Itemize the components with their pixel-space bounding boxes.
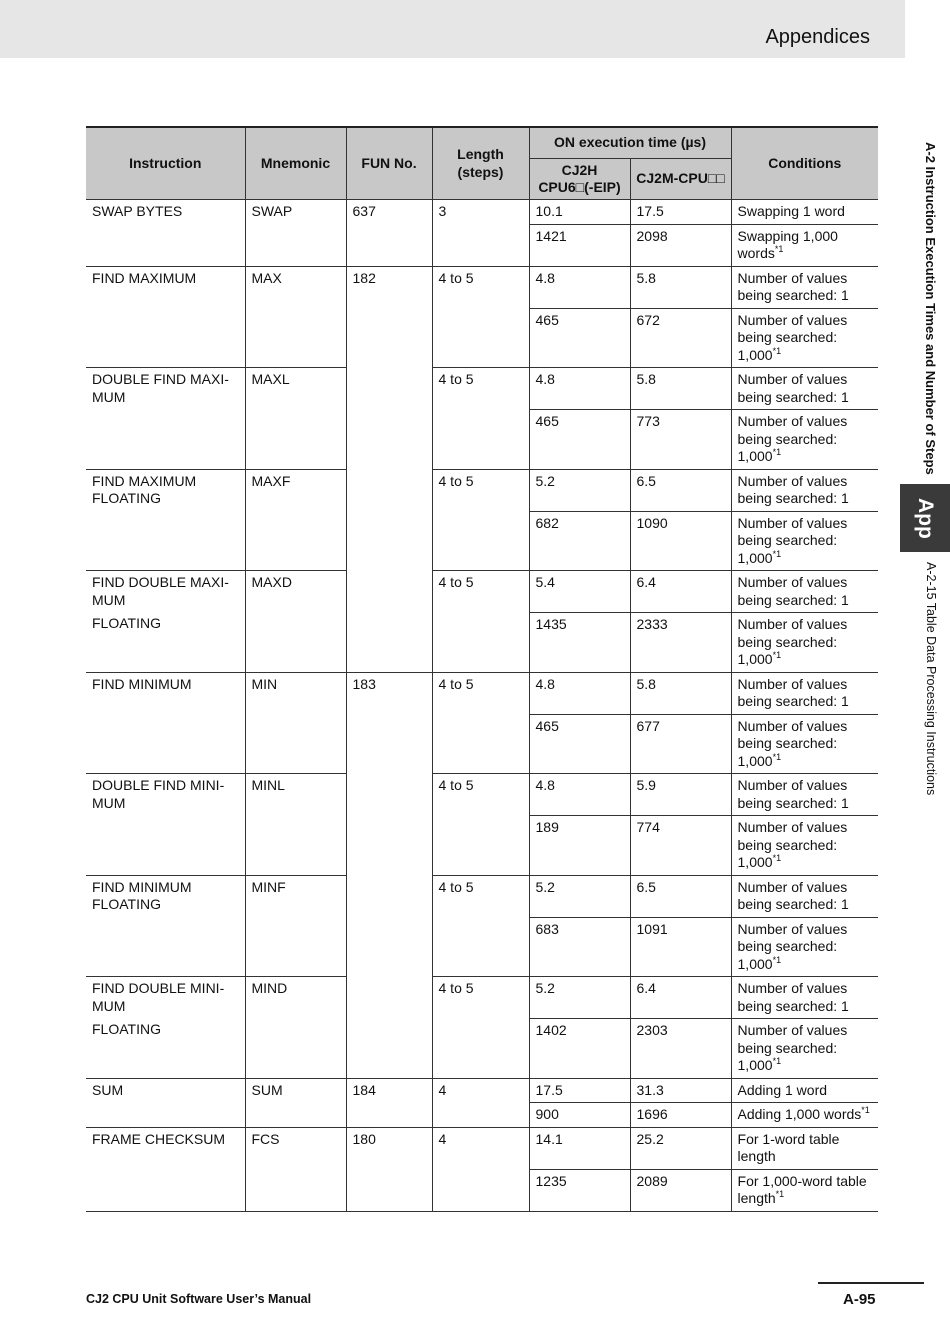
footnote-mark: *1 — [772, 751, 782, 762]
cell-conditions: Number of values being searched: 1 — [731, 977, 878, 1019]
cell-mnemonic: MAXF — [245, 469, 346, 571]
header-length: Length (steps) — [432, 127, 529, 200]
table-row — [86, 875, 878, 917]
cell-cj2h-time: 5.2 — [529, 469, 630, 511]
cell-cj2m-time: 5.8 — [630, 368, 731, 410]
footnote-mark: *1 — [772, 650, 782, 660]
cell-conditions: Number of values being searched: 1,000$^{*1}$ — [731, 714, 878, 774]
cell-cj2m-time: 5.9 — [630, 774, 731, 816]
cell-fun-no: 183 — [346, 672, 432, 1078]
cell-conditions: Number of values being searched: 1 — [731, 266, 878, 308]
cell-conditions: Swapping 1 word — [731, 200, 878, 225]
cell-length: 4 to 5 — [432, 469, 529, 571]
header-cj2m: CJ2M-CPU□□ — [630, 159, 731, 200]
cell-mnemonic: MIND — [245, 977, 346, 1079]
footnote-mark: *1 — [861, 1105, 870, 1115]
footnote-mark: *1 — [775, 1189, 785, 1199]
cell-cj2h-time: 5.2 — [529, 977, 630, 1019]
cell-instruction: SWAP BYTES — [86, 200, 245, 267]
cell-length: 4 to 5 — [432, 875, 529, 977]
cell-cj2h-time: 4.8 — [529, 266, 630, 308]
cell-cj2h-time: 1402 — [529, 1019, 630, 1079]
cell-cj2h-time: 4.8 — [529, 672, 630, 714]
cell-conditions: Adding 1 word — [731, 1078, 878, 1103]
cell-cj2m-time: 1696 — [630, 1103, 731, 1128]
cell-cj2h-time: 683 — [529, 917, 630, 977]
cell-cj2m-time: 2333 — [630, 613, 731, 673]
cell-conditions: Adding 1,000 words$^{*1}$ — [731, 1103, 878, 1128]
cell-cj2m-time: 773 — [630, 410, 731, 470]
cell-cj2h-time: 189 — [529, 816, 630, 876]
cell-instruction: FIND DOUBLE MINI-MUM FLOATING — [86, 977, 245, 1079]
table-row — [86, 1078, 878, 1103]
cell-conditions: Number of values being searched: 1 — [731, 368, 878, 410]
page-number: A-95 — [843, 1291, 876, 1308]
table-row — [86, 1127, 878, 1169]
cell-cj2m-time: 17.5 — [630, 200, 731, 225]
cell-cj2h-time: 1421 — [529, 224, 630, 266]
cell-cj2h-time: 5.4 — [529, 571, 630, 613]
cell-mnemonic: FCS — [245, 1127, 346, 1211]
cell-mnemonic: MAXD — [245, 571, 346, 673]
cell-conditions: Number of values being searched: 1,000$^{*1}$ — [731, 816, 878, 876]
header-fun-no: FUN No. — [346, 127, 432, 200]
cell-length: 4 to 5 — [432, 774, 529, 876]
cell-cj2m-time: 2089 — [630, 1169, 731, 1211]
cell-cj2m-time: 6.4 — [630, 977, 731, 1019]
header-mnemonic: Mnemonic — [245, 127, 346, 200]
table-row — [86, 266, 878, 308]
cell-cj2h-time: 465 — [529, 308, 630, 368]
cell-conditions: For 1-word table length — [731, 1127, 878, 1169]
cell-instruction: FRAME CHECKSUM — [86, 1127, 245, 1211]
cell-conditions: For 1,000-word table length$^{*1}$ — [731, 1169, 878, 1211]
cell-cj2m-time: 677 — [630, 714, 731, 774]
cell-instruction: SUM — [86, 1078, 245, 1127]
cell-cj2h-time: 900 — [529, 1103, 630, 1128]
header-instruction: Instruction — [86, 127, 245, 200]
cell-cj2h-time: 14.1 — [529, 1127, 630, 1169]
cell-conditions: Number of values being searched: 1,000$^{*1}$ — [731, 410, 878, 470]
cell-cj2m-time: 6.4 — [630, 571, 731, 613]
cell-fun-no: 182 — [346, 266, 432, 672]
cell-conditions: Number of values being searched: 1,000$^{*1}$ — [731, 1019, 878, 1079]
cell-conditions: Number of values being searched: 1 — [731, 774, 878, 816]
cell-cj2m-time: 2098 — [630, 224, 731, 266]
cell-conditions: Number of values being searched: 1 — [731, 571, 878, 613]
footer-manual-title: CJ2 CPU Unit Software User’s Manual — [86, 1292, 312, 1306]
cell-instruction: FIND MINIMUM FLOATING — [86, 875, 245, 977]
table-row — [86, 200, 878, 225]
footnote-mark: *1 — [772, 345, 782, 356]
cell-cj2m-time: 774 — [630, 816, 731, 876]
cell-cj2m-time: 672 — [630, 308, 731, 368]
cell-fun-no: 184 — [346, 1078, 432, 1127]
cell-cj2h-time: 1235 — [529, 1169, 630, 1211]
cell-conditions: Number of values being searched: 1 — [731, 875, 878, 917]
cell-length: 4 to 5 — [432, 266, 529, 368]
cell-mnemonic: MINL — [245, 774, 346, 876]
cell-cj2h-time: 10.1 — [529, 200, 630, 225]
cell-length: 4 to 5 — [432, 672, 529, 774]
footer-rule — [818, 1282, 924, 1284]
cell-length: 4 to 5 — [432, 977, 529, 1079]
cell-fun-no: 180 — [346, 1127, 432, 1211]
cell-cj2h-time: 17.5 — [529, 1078, 630, 1103]
cell-cj2m-time: 6.5 — [630, 469, 731, 511]
cell-instruction: FIND MAXIMUM — [86, 266, 245, 368]
cell-cj2m-time: 6.5 — [630, 875, 731, 917]
cell-instruction: DOUBLE FIND MAXI-MUM — [86, 368, 245, 470]
table-row — [86, 774, 878, 816]
cell-conditions: Swapping 1,000 words$^{*1}$ — [731, 224, 878, 266]
table-row — [86, 368, 878, 410]
app-tab[interactable] — [900, 484, 950, 552]
table-row — [86, 571, 878, 613]
cell-mnemonic: SUM — [245, 1078, 346, 1127]
table-row — [86, 469, 878, 511]
cell-mnemonic: MINF — [245, 875, 346, 977]
cell-length: 4 — [432, 1078, 529, 1127]
footnote-mark: *1 — [772, 954, 782, 965]
footnote-mark: *1 — [772, 548, 782, 559]
cell-instruction: DOUBLE FIND MINI-MUM — [86, 774, 245, 876]
cell-conditions: Number of values being searched: 1,000$^{*1}$ — [731, 511, 878, 571]
header-conditions: Conditions — [731, 127, 878, 200]
cell-conditions: Number of values being searched: 1 — [731, 469, 878, 511]
cell-length: 4 to 5 — [432, 368, 529, 470]
cell-cj2m-time: 1090 — [630, 511, 731, 571]
cell-cj2h-time: 4.8 — [529, 368, 630, 410]
cell-cj2h-time: 465 — [529, 714, 630, 774]
header-on-time: ON execution time (µs) — [529, 127, 731, 159]
app-tab-label: App — [914, 497, 937, 539]
header-cj2h: CJ2H CPU6□(-EIP) — [529, 159, 630, 200]
table-row — [86, 977, 878, 1019]
cell-mnemonic: SWAP — [245, 200, 346, 267]
cell-instruction: FIND DOUBLE MAXI-MUM FLOATING — [86, 571, 245, 673]
side-subheading: A-2-15 Table Data Processing Instructions — [924, 562, 938, 796]
cell-cj2m-time: 2303 — [630, 1019, 731, 1079]
cell-mnemonic: MAX — [245, 266, 346, 368]
cell-cj2h-time: 682 — [529, 511, 630, 571]
cell-cj2m-time: 5.8 — [630, 672, 731, 714]
cell-mnemonic: MIN — [245, 672, 346, 774]
cell-cj2m-time: 31.3 — [630, 1078, 731, 1103]
table-row — [86, 672, 878, 714]
instruction-times-table — [86, 126, 878, 1212]
cell-length: 4 — [432, 1127, 529, 1211]
cell-conditions: Number of values being searched: 1 — [731, 672, 878, 714]
section-title: Appendices — [765, 26, 870, 48]
side-heading: A-2 Instruction Execution Times and Number of Steps — [923, 142, 938, 475]
cell-cj2h-time: 4.8 — [529, 774, 630, 816]
cell-length: 3 — [432, 200, 529, 267]
footnote-mark: *1 — [772, 1056, 782, 1066]
cell-cj2h-time: 5.2 — [529, 875, 630, 917]
footnote-mark: *1 — [774, 244, 784, 254]
cell-conditions: Number of values being searched: 1,000$^{*1}$ — [731, 917, 878, 977]
cell-cj2m-time: 5.8 — [630, 266, 731, 308]
cell-cj2m-time: 25.2 — [630, 1127, 731, 1169]
cell-length: 4 to 5 — [432, 571, 529, 673]
cell-conditions: Number of values being searched: 1,000$^{*1}$ — [731, 613, 878, 673]
cell-instruction: FIND MAXIMUM FLOATING — [86, 469, 245, 571]
cell-conditions: Number of values being searched: 1,000$^{*1}$ — [731, 308, 878, 368]
cell-cj2m-time: 1091 — [630, 917, 731, 977]
cell-cj2h-time: 1435 — [529, 613, 630, 673]
footnote-mark: *1 — [772, 853, 782, 863]
cell-fun-no: 637 — [346, 200, 432, 267]
cell-cj2h-time: 465 — [529, 410, 630, 470]
cell-instruction: FIND MINIMUM — [86, 672, 245, 774]
footnote-mark: *1 — [772, 447, 782, 457]
cell-mnemonic: MAXL — [245, 368, 346, 470]
